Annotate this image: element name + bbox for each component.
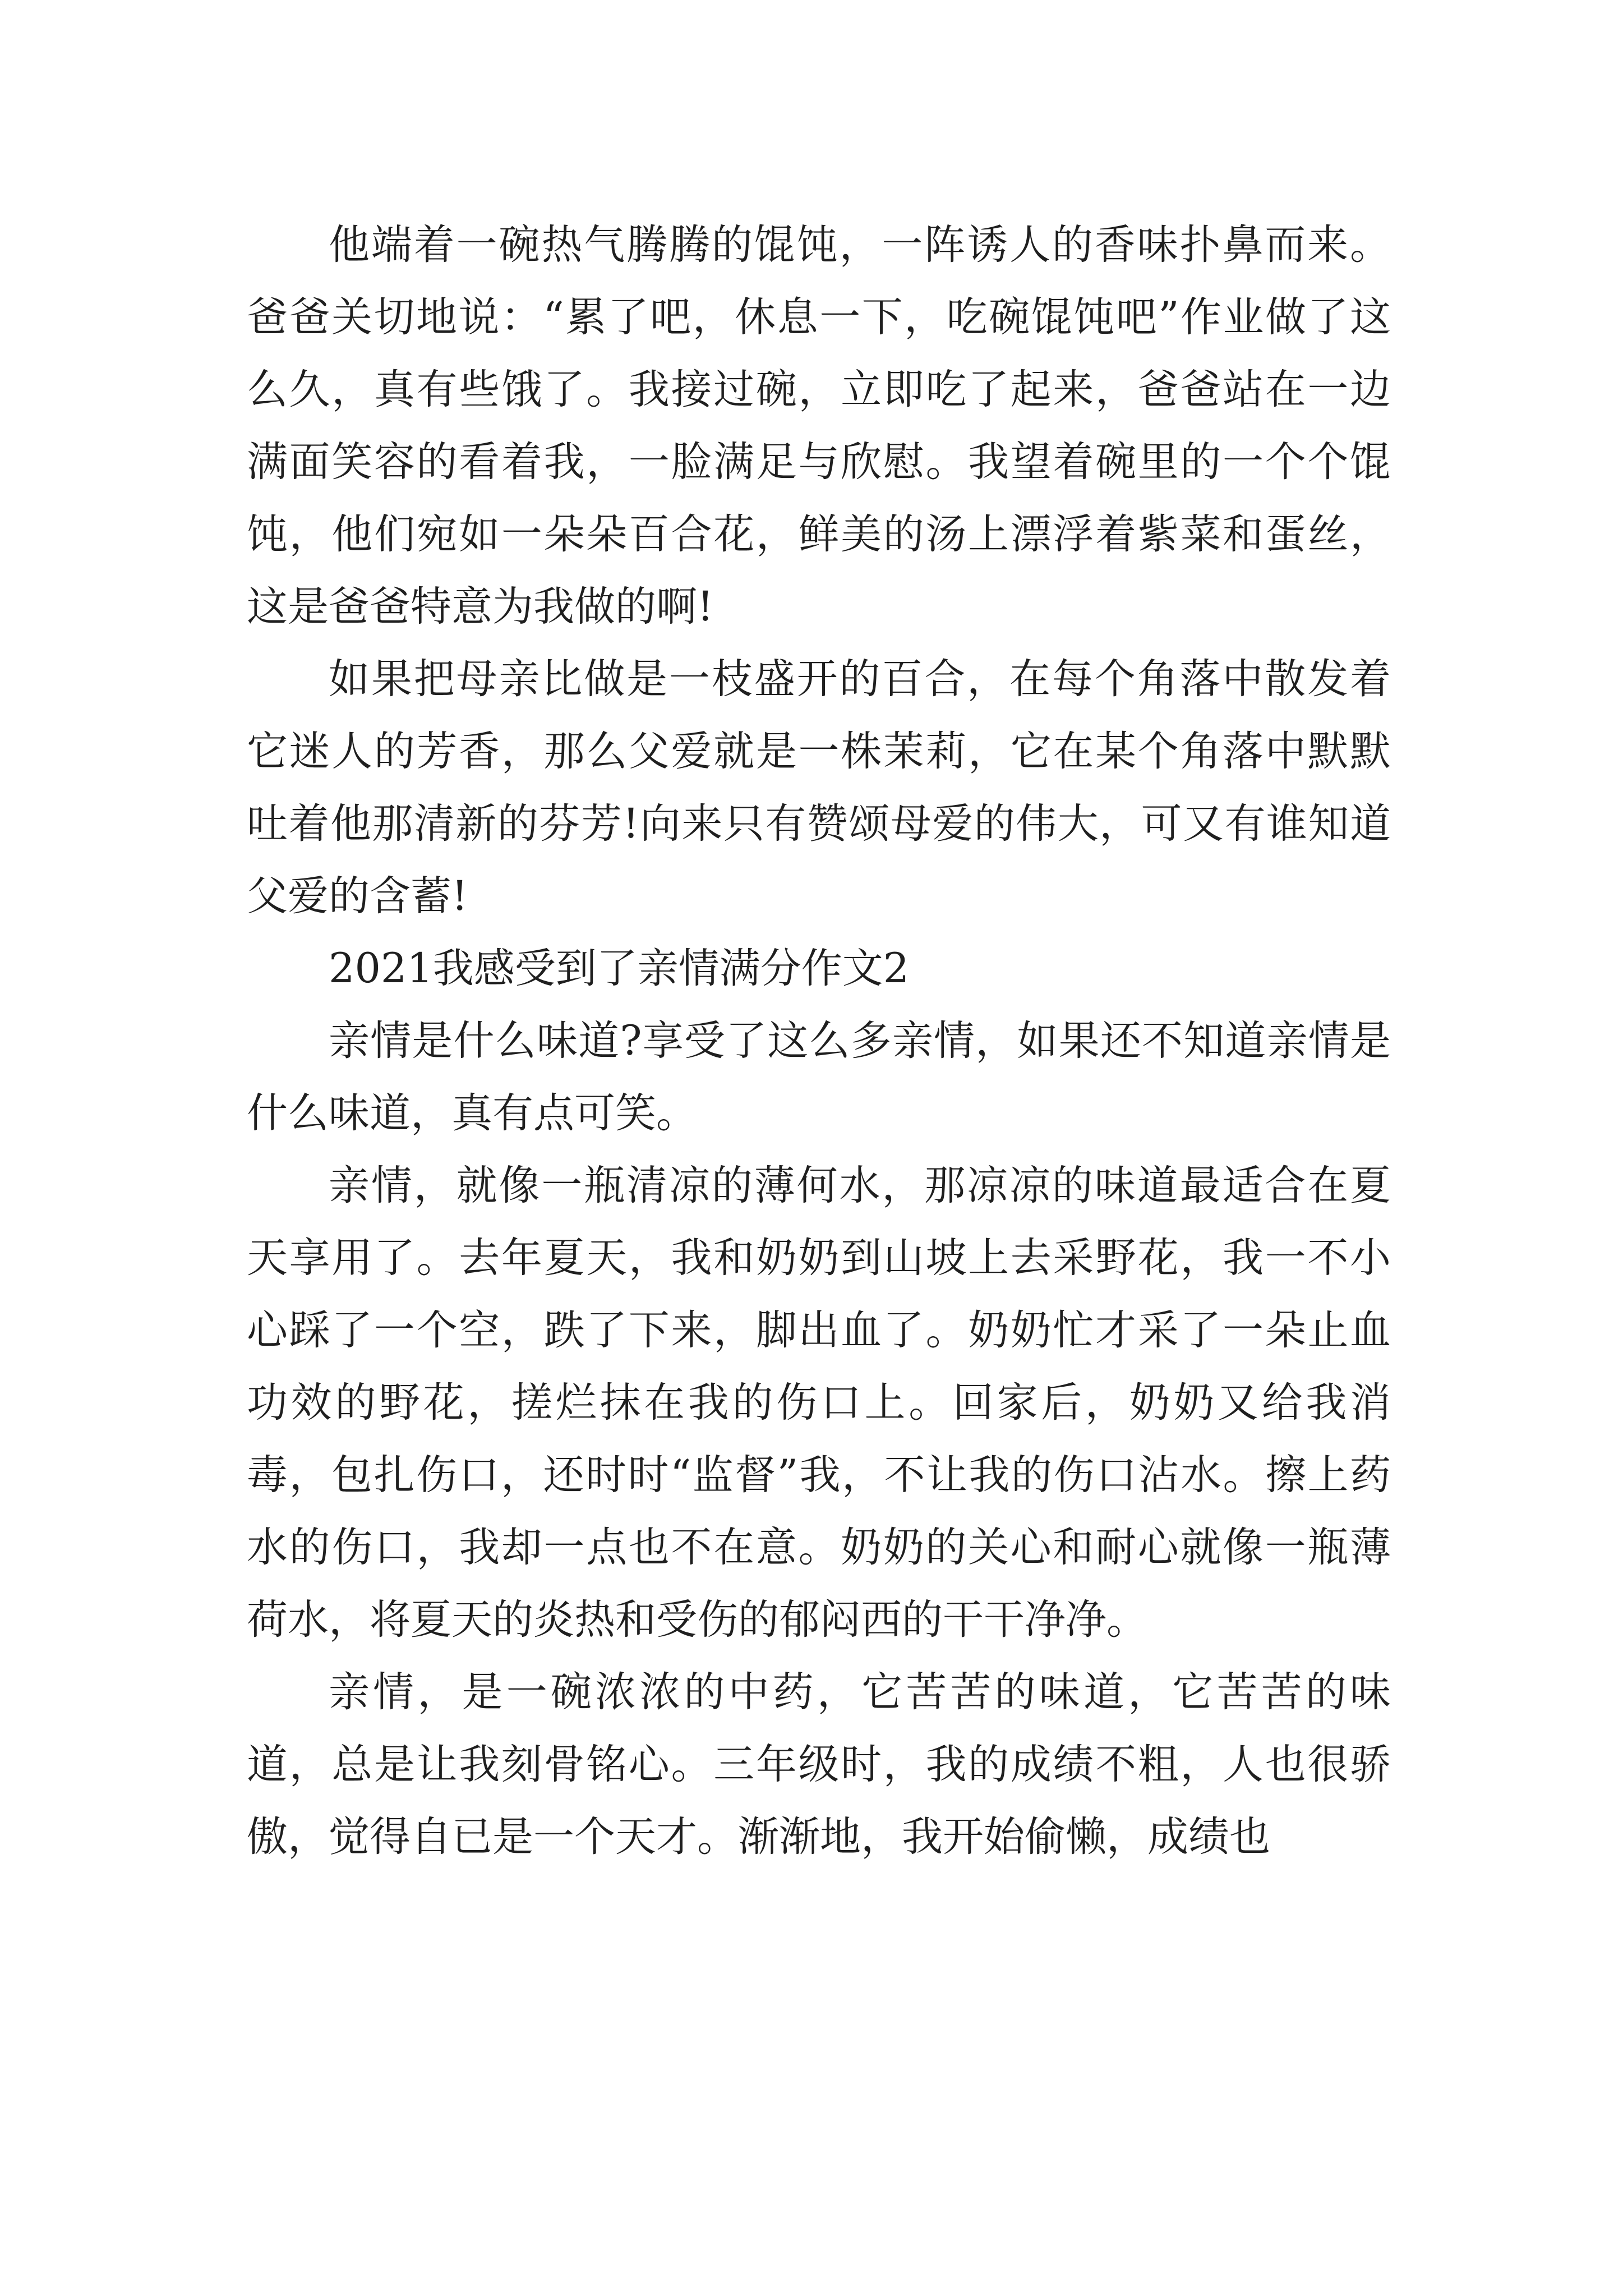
paragraph-mint-water: 亲情，就像一瓶清凉的薄何水，那凉凉的味道最适合在夏天享用了。去年夏天，我和奶奶到山坡上去采野花，我一不小心踩了一个空，跌了下来，脚出血了。奶奶忙才采了一朵止血功效的野花，搓烂抹在我的伤口上。回家后，奶奶又给我消毒，包扎伤口，还时时“监督”我，不让我的伤口沾水。擦上药水的伤口，我却一点也不在意。奶奶的关心和耐心就像一瓶薄荷水，将夏天的炎热和受伤的郁闷西的干干净净。 [247,1162,1391,1644]
essay-title: 2021我感受到了亲情满分作文2 [329,945,910,992]
paragraph-father-love: 如果把母亲比做是一枝盛开的百合，在每个角落中散发着它迷人的芳香，那么父爱就是一株茉莉，它在某个角落中默默吐着他那清新的芬芳!向来只有赞颂母爱的伟大，可又有谁知道父爱的含蓄! [247,655,1391,920]
paragraph-dumplings: 他端着一碗热气腾腾的馄饨，一阵诱人的香味扑鼻而来。爸爸关切地说：“累了吧，休息一下，吃碗馄饨吧”作业做了这么久，真有些饿了。我接过碗，立即吃了起来，爸爸站在一边满面笑容的看着我，一脸满足与欣慰。我望着碗里的一个个馄饨，他们宛如一朵朵百合花，鲜美的汤上漂浮着紫菜和蛋丝，这是爸爸特意为我做的啊! [247,221,1391,631]
paragraph-taste-question: 亲情是什么味道?享受了这么多亲情，如果还不知道亲情是什么味道，真有点可笑。 [247,1017,1391,1137]
essay-body [247,209,1391,1873]
paragraph-medicine: 亲情，是一碗浓浓的中药，它苦苦的味道，它苦苦的味道，总是让我刻骨铭心。三年级时，我的成绩不粗，人也很骄傲，觉得自已是一个天才。渐渐地，我开始偷懒，成绩也 [247,1668,1391,1861]
